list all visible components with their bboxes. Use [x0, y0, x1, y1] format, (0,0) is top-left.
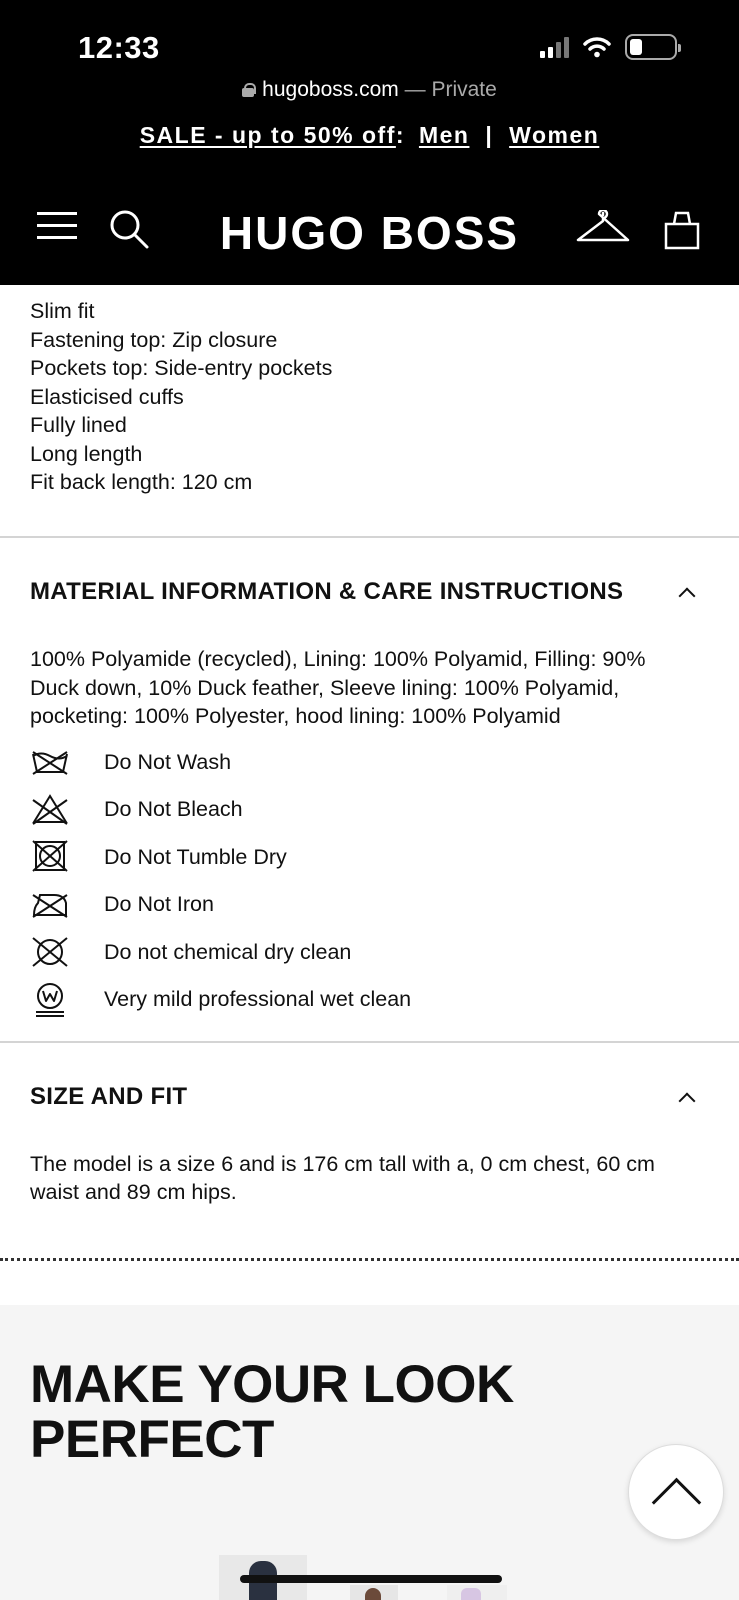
- battery-icon: [625, 34, 677, 60]
- wifi-icon: [583, 36, 611, 58]
- do-not-tumble-dry-icon: [30, 837, 70, 877]
- do-not-iron-icon: [30, 885, 70, 925]
- care-item: [30, 834, 739, 882]
- look-title-line1: MAKE YOUR LOOK: [30, 1355, 514, 1414]
- do-not-dry-clean-icon: [30, 932, 70, 972]
- care-item: [30, 739, 739, 787]
- care-label: Do Not Tumble Dry: [104, 844, 287, 869]
- material-section-header[interactable]: [0, 538, 739, 645]
- make-your-look-section: [0, 1305, 739, 1600]
- detail-item: Long length: [30, 441, 143, 466]
- look-title-line2: PERFECT: [30, 1410, 274, 1469]
- mild-wet-clean-icon: [30, 980, 70, 1020]
- do-not-wash-icon: [30, 742, 70, 782]
- care-label: Do Not Wash: [104, 749, 232, 774]
- care-label: Do Not Iron: [104, 892, 214, 917]
- sale-men-link[interactable]: Men: [418, 122, 470, 148]
- detail-item: Elasticised cuffs: [30, 384, 184, 409]
- care-item: [30, 976, 739, 1024]
- lock-icon: [242, 83, 254, 97]
- private-label: Private: [431, 78, 497, 101]
- care-item: [30, 929, 739, 977]
- chevron-up-icon[interactable]: [679, 1092, 696, 1109]
- main-nav: [0, 200, 739, 265]
- product-details-list: [0, 285, 739, 536]
- url-bar[interactable]: [0, 78, 739, 102]
- sale-women-link[interactable]: Women: [509, 122, 600, 148]
- care-label: Very mild professional wet clean: [104, 987, 412, 1012]
- chevron-up-icon[interactable]: [679, 588, 696, 605]
- detail-item: Pockets top: Side-entry pockets: [30, 356, 333, 380]
- size-section-title: SIZE AND FIT: [30, 1082, 188, 1110]
- care-label: Do Not Bleach: [104, 797, 243, 822]
- home-indicator: [240, 1575, 502, 1583]
- status-icons: [540, 34, 677, 60]
- brand-logo[interactable]: HUGO BOSS: [219, 207, 520, 259]
- cellular-signal-icon: [540, 36, 569, 58]
- hanger-icon[interactable]: [575, 210, 631, 246]
- detail-item: Fully lined: [30, 413, 127, 437]
- detail-item: Fastening top: Zip closure: [30, 327, 278, 352]
- product-content: [0, 285, 739, 1207]
- dotted-divider: [0, 1258, 739, 1261]
- look-section-title: [30, 1357, 514, 1467]
- care-item: [30, 786, 739, 834]
- url-separator: —: [404, 78, 426, 101]
- size-section-header[interactable]: [0, 1043, 739, 1150]
- material-composition: 100% Polyamide (recycled), Lining: 100% Polyamid, Filling: 90% Duck down, 10% Duck feather, Sleeve lining: 100% Polyamid, pocketing: 100% Polyester, hood lining: 100% Polyamid: [30, 647, 646, 728]
- sale-link[interactable]: SALE - up to 50% off: [139, 122, 396, 148]
- do-not-bleach-icon: [30, 790, 70, 830]
- sale-divider: |: [485, 122, 494, 148]
- product-thumbnail[interactable]: [350, 1585, 398, 1600]
- size-fit-text: The model is a size 6 and is 176 cm tall with a, 0 cm chest, 60 cm waist and 89 cm hips.: [30, 1151, 655, 1204]
- care-label: Do not chemical dry clean: [104, 939, 352, 964]
- top-header: [0, 0, 739, 285]
- status-time: 12:33: [78, 30, 160, 65]
- detail-item: Fit back length: 120 cm: [30, 470, 253, 494]
- url-domain: hugoboss.com: [262, 78, 399, 101]
- product-thumbnail[interactable]: [447, 1585, 507, 1600]
- shopping-bag-icon[interactable]: [662, 210, 702, 250]
- detail-item: Slim fit: [30, 299, 95, 323]
- scroll-to-top-button[interactable]: [628, 1444, 724, 1540]
- material-section-title: MATERIAL INFORMATION & CARE INSTRUCTIONS: [30, 578, 624, 605]
- sale-banner: [0, 122, 739, 149]
- sale-colon: :: [395, 122, 406, 148]
- care-item: [30, 881, 739, 929]
- care-instructions-list: [0, 731, 739, 1024]
